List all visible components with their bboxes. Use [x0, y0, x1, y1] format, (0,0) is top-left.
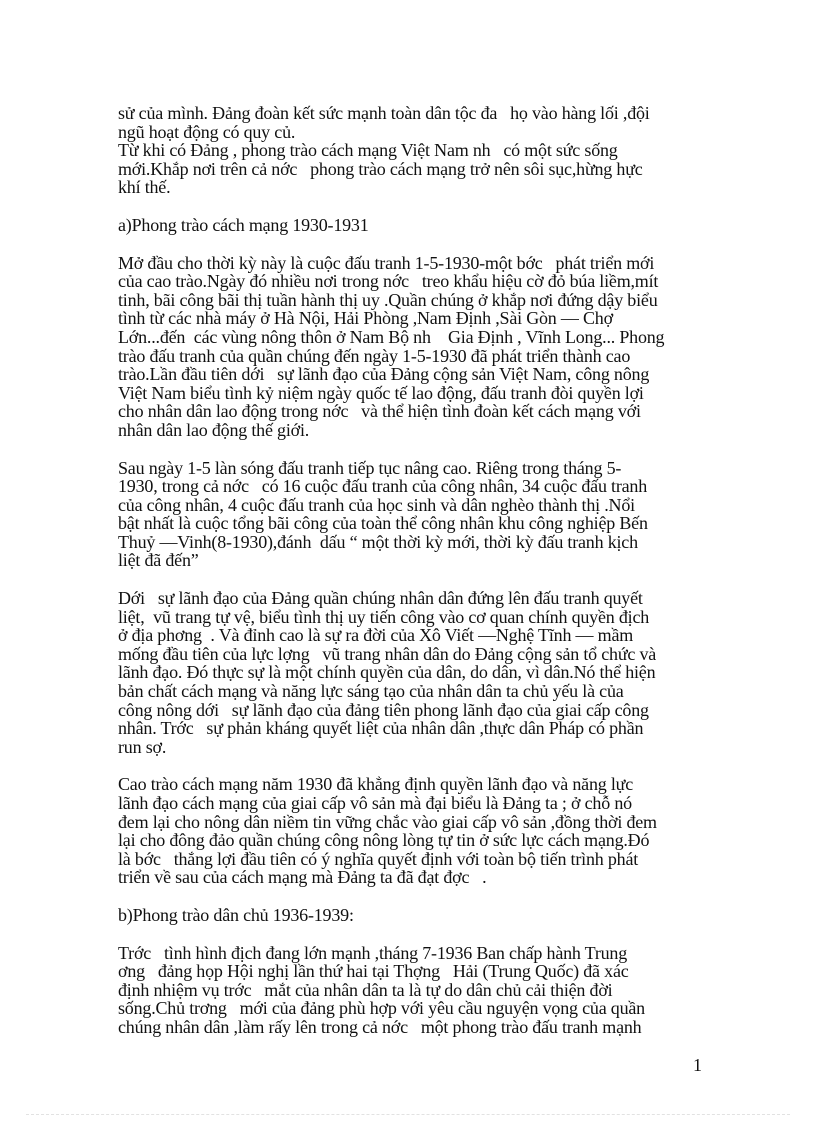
page-number: 1 [693, 1055, 702, 1075]
text-line: run sợ. [118, 736, 167, 757]
body-text [118, 104, 698, 1037]
text-line: định nhiệm vụ trớc mắt của nhân dân ta là tự do dân chủ cải thiện đời [118, 979, 613, 1000]
text-line: là bớc thắng lợi đầu tiên có ý nghĩa quyết định với toàn bộ tiến trình phát [118, 848, 639, 869]
text-line: mống đầu tiên của lực lợng vũ trang nhân dân do Đảng cộng sản tổ chức và [118, 643, 657, 664]
text-line: ơng đảng họp Hội nghị lần thứ hai tại Thợng Hải (Trung Quốc) đã xác [118, 961, 629, 982]
text-line: tinh, bãi công bãi thị tuần hành thị uy .Quần chúng ở khắp nơi đứng dậy biểu [118, 289, 658, 310]
text-line: b)Phong trào dân chủ 1936-1939: [118, 904, 354, 925]
text-line: sống.Chủ trơng mới của đảng phù hợp với yêu cầu nguyện vọng của quần [118, 998, 645, 1019]
text-line: sử của mình. Đảng đoàn kết sức mạnh toàn dân tộc đa họ vào hàng lối ,đội [118, 103, 650, 123]
text-line: trào.Lần đầu tiên dới sự lãnh đạo của Đảng cộng sản Việt Nam, công nông [118, 364, 650, 385]
paragraph-gap [118, 440, 698, 459]
text-line: khí thế. [118, 177, 171, 198]
text-line: tình từ các nhà máy ở Hà Nội, Hải Phòng ,Nam Định ,Sài Gòn — Chợ [118, 308, 613, 329]
paragraph [118, 589, 698, 756]
text-line: bật nhất là cuộc tổng bãi công của toàn thể công nhân khu công nghiệp Bến [118, 513, 648, 534]
section-heading [118, 906, 698, 925]
text-line: đem lại cho nông dân niềm tin vững chắc vào giai cấp vô sản ,đồng thời đem [118, 811, 657, 832]
text-line: Trớc tình hình địch đang lớn mạnh ,tháng 7-1936 Ban chấp hành Trung [118, 942, 628, 963]
text-line: triển về sau của cách mạng mà Đảng ta đã đạt đợc . [118, 867, 487, 888]
text-line: liệt, vũ trang tự vệ, biểu tình thị uy tiến công vào cơ quan chính quyền địch [118, 606, 650, 627]
page-bottom-divider [26, 1114, 790, 1115]
section-heading [118, 216, 698, 235]
text-line: nhân dân lao động thế giới. [118, 419, 310, 440]
paragraph-gap [118, 887, 698, 906]
text-line: 1930, trong cả nớc có 16 cuộc đấu tranh của công nhân, 34 cuộc đấu tranh [118, 476, 648, 497]
text-line: ngũ hoạt động có quy củ. [118, 121, 296, 142]
text-line: chúng nhân dân ,làm rấy lên trong cả nớc một phong trào đấu tranh mạnh [118, 1016, 642, 1037]
paragraph [118, 775, 698, 887]
text-line: công nông dới sự lãnh đạo của đảng tiên phong lãnh đạo của giai cấp công [118, 699, 649, 720]
paragraph [118, 459, 698, 571]
text-line: Thuỷ —Vinh(8-1930),đánh dấu “ một thời kỳ mới, thời kỳ đấu tranh kịch [118, 531, 638, 552]
text-line: Cao trào cách mạng năm 1930 đã khẳng định quyền lãnh đạo và năng lực [118, 774, 634, 795]
paragraph [118, 944, 698, 1037]
text-line: trào đấu tranh của quần chúng đến ngày 1-5-1930 đã phát triển thành cao [118, 345, 631, 366]
text-line: Việt Nam biểu tình kỷ niệm ngày quốc tế lao động, đấu tranh đòi quyền lợi [118, 382, 644, 403]
text-line: bản chất cách mạng và năng lực sáng tạo của nhân dân ta chủ yếu là của [118, 681, 624, 702]
text-line: cho nhân dân lao động trong nớc và thể hiện tình đoàn kết cách mạng với [118, 401, 641, 422]
paragraph-gap [118, 197, 698, 216]
text-line: a)Phong trào cách mạng 1930-1931 [118, 214, 369, 235]
text-line: lãnh đạo. Đó thực sự là một chính quyền của dân, do dân, vì dân.Nó thể hiện [118, 662, 656, 683]
text-line: liệt đã đến” [118, 550, 199, 571]
text-line: của công nhân, 4 cuộc đấu tranh của học sinh và dân nghèo thành thị .Nổi [118, 494, 635, 515]
text-line: nhân. Trớc sự phản kháng quyết liệt của nhân dân ,thực dân Pháp có phần [118, 718, 644, 739]
paragraph [118, 254, 698, 440]
paragraph-gap [118, 756, 698, 775]
text-line: ở địa phơng . Và đỉnh cao là sự ra đời của Xô Viết —Nghệ Tĩnh — mầm [118, 625, 634, 646]
text-line: Dới sự lãnh đạo của Đảng quần chúng nhân dân đứng lên đấu tranh quyết [118, 588, 643, 609]
paragraph-gap [118, 235, 698, 254]
text-line: Sau ngày 1-5 làn sóng đấu tranh tiếp tục nâng cao. Riêng trong tháng 5- [118, 457, 622, 478]
text-line: của cao trào.Ngày đó nhiều nơi trong nớc treo khẩu hiệu cờ đỏ búa liềm,mít [118, 271, 659, 292]
text-line: Lớn...đến các vùng nông thôn ở Nam Bộ nh Gia Định , Vĩnh Long... Phong [118, 326, 665, 347]
paragraph-gap [118, 925, 698, 944]
text-line: lãnh đạo cách mạng của giai cấp vô sản mà đại biểu là Đảng ta ; ở chỗ nó [118, 793, 632, 813]
text-line: lại cho đông đảo quần chúng công nông lòng tự tin ở sức lực cách mạng.Đó [118, 830, 650, 851]
text-line: Mở đầu cho thời kỳ này là cuộc đấu tranh 1-5-1930-một bớc phát triển mới [118, 252, 655, 273]
paragraph [118, 104, 698, 197]
paragraph-gap [118, 570, 698, 589]
text-line: Từ khi có Đảng , phong trào cách mạng Việt Nam nh có một sức sống [118, 140, 618, 161]
text-line: mới.Khắp nơi trên cả nớc phong trào cách mạng trở nên sôi sục,hừng hực [118, 158, 643, 179]
